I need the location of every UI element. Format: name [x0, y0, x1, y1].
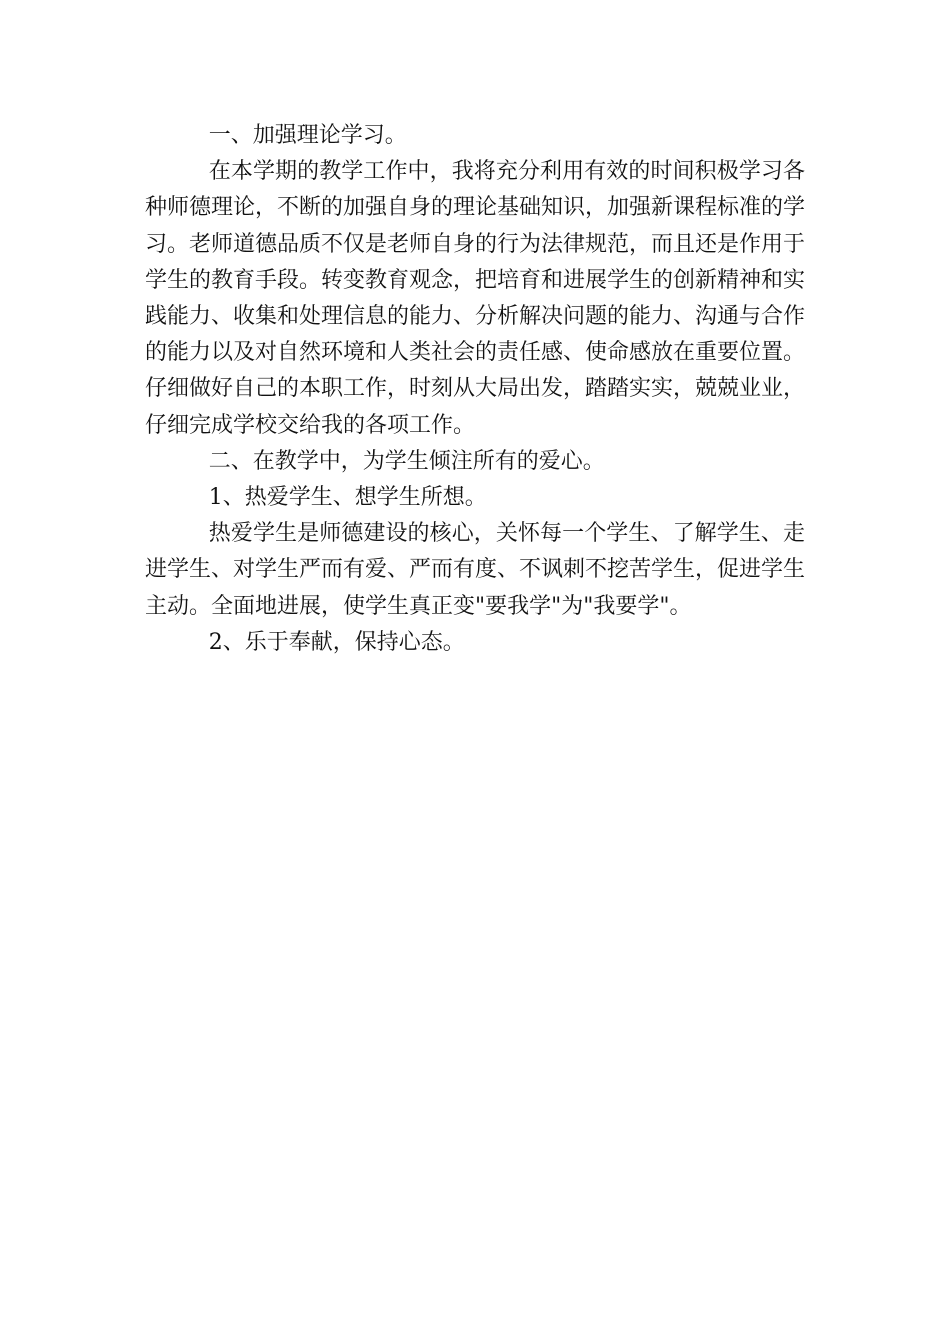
section-heading-2: 二、在教学中，为学生倾注所有的爱心。 — [208, 448, 605, 474]
subheading-1: 1、热爱学生、想学生所想。 — [208, 485, 487, 511]
body-paragraph-2: 热爱学生是师德建设的核心，关怀每一个学生、了解学生、走进学生、对学生严而有爱、严而有度、不讽刺不挖苦学生，促进学生主动。全面地进展，使学生真正变"要我学"为"我要学"。 — [145, 521, 806, 619]
document-body — [145, 118, 805, 661]
section-heading-1: 一、加强理论学习。 — [208, 123, 407, 148]
body-paragraph-1: 在本学期的教学工作中，我将充分利用有效的时间积极学习各种师德理论，不断的加强自身的理论基础知识，加强新课程标准的学习。老师道德品质不仅是老师自身的行为法律规范，而且还是作用于学生的教育手段。转变教育观念，把培育和进展学生的创新精神和实践能力、收集和处理信息的能力、分析解决问题的能力、沟通与合作的能力以及对自然环境和人类社会的责任感、使命感放在重要位置。仔细做好自己的本职工作，时刻从大局出发，踏踏实实，兢兢业业，仔细完成学校交给我的各项工作。 — [145, 159, 806, 438]
subheading-2: 2、乐于奉献，保持心态。 — [208, 629, 465, 655]
